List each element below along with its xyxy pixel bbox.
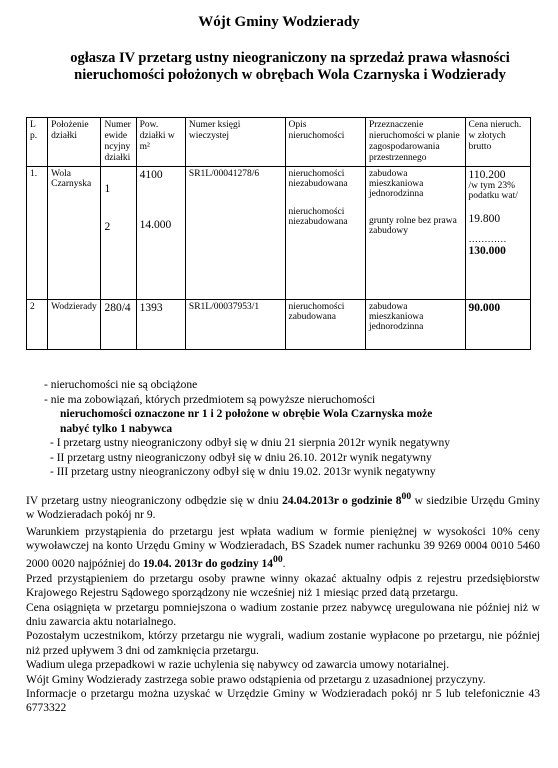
row1-number [101,167,136,300]
row1-price-a: 110.200 [468,169,506,181]
row1-area [136,167,185,300]
row1-desc-a: nieruchomości niezabudowana [288,169,348,189]
row2-land-register: SR1L/00037953/1 [185,300,285,350]
row1-area-b: 14.000 [139,219,172,231]
list-item-bold: nieruchomości oznaczone nr 1 i 2 położone w obrębie Wola Czarnyska może [60,408,433,420]
subtitle-line-2: nieruchomości położonych w obrębach Wola Czarnyska i Wodzierady [74,67,506,83]
property-table [26,117,531,350]
row1-land-register: SR1L/00041278/6 [185,167,285,300]
auction-date-text: 24.04.2013r o godzinie 8 [282,494,402,507]
row1-purpose [365,167,465,300]
deposit-deadline [142,554,283,571]
announcement-body [26,490,540,716]
row1-price [465,167,530,300]
row1-purpose-a: zabudowa mieszkaniowa jednorodzinna [368,169,424,199]
row2-lp: 2 [27,300,48,350]
list-item: - III przetarg ustny nieograniczony odbył się w dniu 19.02. 2013r wynik negatywny [50,466,436,478]
row1-lp: 1. [27,167,48,300]
deposit-deadline-text: 19.04. 2013r do godziny 14 [142,558,274,571]
paragraph-deposit [26,525,540,572]
paragraph-payment: Cena osiągnięta w przetargu pomniejszona o wadium zostanie przez nabywcę uregulowana nie później niż w dniu zawarcia aktu notarialnego. [26,601,540,628]
row1-number-a: 1 [104,183,111,195]
header-description: Opis nieruchomości [285,118,365,167]
header-area: Pow. działki w m² [136,118,185,167]
paragraph-withdrawal: Wójt Gminy Wodzierady zastrzega sobie prawo odstąpienia od przetargu z uzasadnionej przyczyny. [26,673,486,686]
paragraph-refund: Pozostałym uczestnikom, którzy przetargu nie wygrali, wadium zostanie wypłacone po przetargu, nie później niż przed upływem 3 dni od zamknięcia przetargu. [26,630,540,657]
auction-time-superscript: 00 [401,491,412,502]
paragraph-contact: Informacje o przetargu można uzyskać w Urzędzie Gminy w Wodzieradach pokój nr 5 lub telefonicznie 43 6773322 [26,687,540,715]
paragraph-text: IV przetarg ustny nieograniczony odbędzie się w dniu [26,494,283,507]
row1-purpose-b: grunty rolne bez prawa zabudowy [368,216,457,236]
row2-location: Wodzierady [48,300,101,350]
paragraph-text: w siedzibie Urzędu Gminy w Wodzieradach pokój nr 9. [26,494,541,522]
row1-description [285,167,365,300]
row1-location: Wola Czarnyska [48,167,101,300]
conditions-list [30,378,540,480]
list-item: - nie ma zobowiązań, których przedmiotem są powyższe nieruchomości [44,393,376,406]
row2-price: 90.000 [465,300,530,350]
row2-description: nieruchomości zabudowana [285,300,365,350]
row2-purpose: zabudowa mieszkaniowa jednorodzinna [365,300,465,350]
list-item: - I przetarg ustny nieograniczony odbył się w dniu 21 sierpnia 2012r wynik negatywny [50,437,450,449]
header-number: Numer ewide ncyjny działki [101,118,136,167]
document-title: Wójt Gminy Wodzierady [198,14,360,30]
row1-price-total: 130.000 [468,245,506,257]
header-land-register: Numer księgi wieczystej [185,118,285,167]
header-location: Położenie działki [48,118,101,167]
row1-price-a-note: /w tym 23% podatku wat/ [468,181,518,201]
paragraph-text: Warunkiem przystąpienia do przetargu jest wpłata wadium w formie pieniężnej w wysokości 10% ceny wywoławczej na konto Urzędu Gminy w Wodzieradach, BS Szadek numer rachunku 39 9269 0004 0010 5460 2000 0020 najpóźniej do [26,525,540,571]
paragraph-forfeit: Wadium ulega przepadkowi w razie uchylenia się nabywcy od zawarcia umowy notarialnej. [26,659,450,672]
table-row [27,167,531,300]
row1-area-a: 4100 [139,169,163,181]
deposit-time-superscript: 00 [273,554,283,566]
paragraph-registry: Przed przystąpieniem do przetargu osoby prawne winny okazać aktualny odpis z rejestru przedsiębiorstw Krajowego Rejestru Sądowego sporządzony nie wcześniej niż 1 miesiąc przed datą przetargu. [26,572,540,600]
table-row [27,300,531,350]
row1-number-b: 2 [104,221,111,233]
paragraph-text: . [282,558,286,571]
list-item: - nieruchomości nie są obciążone [44,379,198,391]
row1-price-b: 19.800 [468,213,501,225]
subtitle-line-1: ogłasza IV przetarg ustny nieograniczony na sprzedaż prawa własności [70,50,510,66]
header-purpose: Przeznaczenie nieruchomości w planie zagospodarowania przestrzennego [365,118,465,167]
list-item-bold-continued: nabyć tylko 1 nabywca [60,422,173,435]
header-price: Cena nieruch. w złotych brutto [465,118,530,167]
auction-date [282,491,412,507]
paragraph-auction-date [26,490,540,523]
row2-number: 280/4 [101,300,136,350]
row1-desc-b: nieruchomości niezabudowana [288,207,348,227]
announcement-subtitle [40,50,540,84]
table-header-row [27,118,531,167]
row2-area: 1393 [136,300,185,350]
header-lp: L p. [27,118,48,167]
list-item: - II przetarg ustny nieograniczony odbył się w dniu 26.10. 2012r wynik negatywny [50,451,432,464]
row1-price-dots: ………… [468,235,507,245]
